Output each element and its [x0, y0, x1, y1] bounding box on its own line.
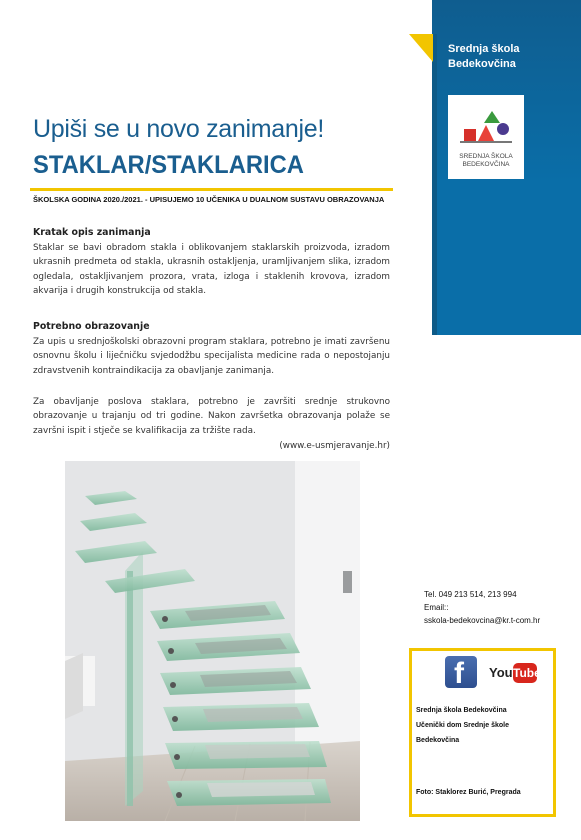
profession-title: STAKLAR/STAKLARICA: [33, 151, 304, 179]
school-year-subtitle: ŠKOLSKA GODINA 2020./2021. - UPISUJEMO 10 UČENIKA U DUALNOM SUSTAVU OBRAZOVANJA: [33, 195, 385, 204]
social-line1: Srednja škola Bedekovčina: [416, 707, 507, 714]
yellow-corner-accent: [409, 34, 433, 62]
glass-staircase-illustration: [65, 461, 360, 821]
photo-credit: Foto: Staklorez Burić, Pregrada: [416, 789, 521, 796]
email-address[interactable]: sskola-bedekovcina@kr.t-com.hr: [424, 616, 541, 625]
contact-info: [424, 588, 574, 627]
glass-staircase-photo: [65, 461, 360, 821]
logo-text-line2: BEDEKOVČINA: [462, 161, 510, 168]
social-line3: Bedekovčina: [416, 737, 460, 744]
email-label: Email::: [424, 603, 449, 612]
education-paragraph: Za upis u srednjoškolski obrazovni program staklara, potrebno je imati završenu osnovnu školu i liječničku svjedodžbu specijalista medicine rada o nepostojanju zdravstvenih kontraindikacija za obavljanje zanimanja.: [33, 337, 390, 376]
description-paragraph: Staklar se bavi obradom stakla i oblikovanjem staklarskih proizvoda, izradom ukrasnih predmeta od stakla, ukrasnih ostakljenja, uramljivanjem slika, izradom ogledala, ostakljivanjem prozora, vrata, izloga i staklenih krovova, izradom akvarija i drugih konstrukcija od stakla.: [33, 243, 390, 296]
sidebar-band-edge: [432, 34, 437, 335]
school-name: [448, 42, 568, 72]
social-accounts-text: [416, 703, 552, 748]
source-link: (www.e-usmjeravanje.hr): [279, 441, 390, 451]
school-name-line2: Bedekovčina: [448, 58, 516, 70]
school-name-line1: Srednja škola: [448, 43, 520, 55]
title-divider: [30, 188, 393, 191]
social-line2: Učenički dom Srednje škole: [416, 722, 509, 729]
logo-text-line1: SREDNJA ŠKOLA: [459, 153, 513, 160]
facebook-icon[interactable]: f: [445, 656, 477, 688]
phone-number: Tel. 049 213 514, 213 994: [424, 590, 517, 599]
description-heading: Kratak opis zanimanja: [33, 227, 151, 238]
education-heading: Potrebno obrazovanje: [33, 321, 150, 332]
page-title: Upiši se u novo zanimanje!: [33, 115, 324, 143]
school-logo-icon: [448, 95, 524, 153]
school-logo: [448, 95, 524, 179]
youtube-icon[interactable]: You Tube: [489, 661, 537, 685]
social-media-box: [409, 648, 556, 817]
training-paragraph: Za obavljanje poslova staklara, potrebno je završiti srednje strukovno obrazovanje u trajanju od tri godine. Nakon završetka obrazovanja polaže se završni ispit i stječe se kvalifikacija za tržište rada.: [33, 397, 390, 436]
